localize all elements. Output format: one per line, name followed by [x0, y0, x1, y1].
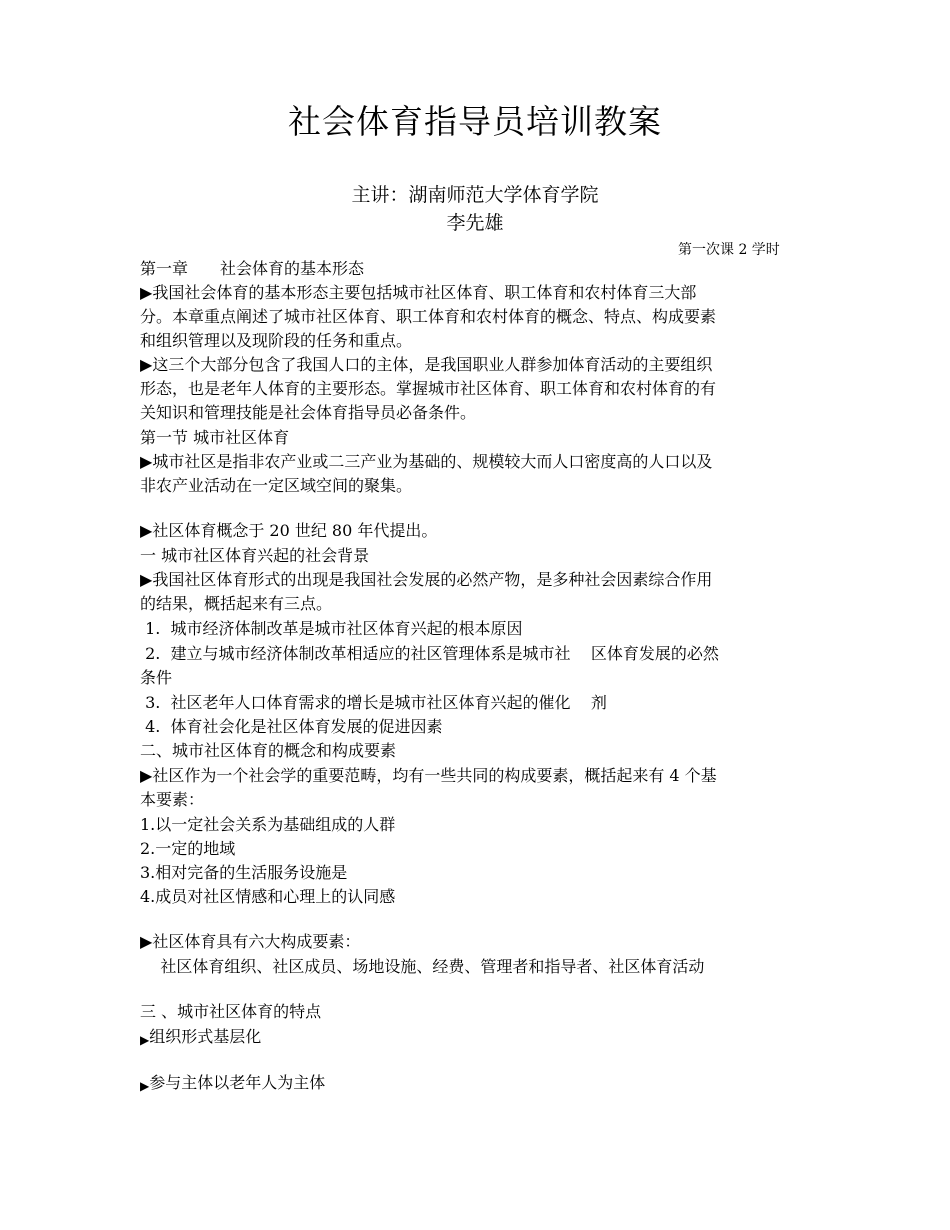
bullet-triangle-icon: ▶ — [140, 570, 153, 589]
list-item: 4.成员对社区情感和心理上的认同感 — [140, 887, 396, 906]
bullet-triangle-icon: ▶ — [140, 521, 153, 540]
bullet-triangle-icon: ▶ — [140, 766, 153, 785]
paragraph-line: 和组织管理以及现阶段的任务和重点。 — [140, 331, 413, 350]
bullet-triangle-icon: ▶ — [140, 355, 153, 374]
list-item: 3. 社区老年人口体育需求的增长是城市社区体育兴起的催化 剂 — [140, 693, 607, 712]
paragraph-line: ▶我国社会体育的基本形态主要包括城市社区体育、职工体育和农村体育三大部 — [140, 283, 697, 302]
paragraph-line: ▶组织形式基层化 — [140, 1027, 262, 1047]
paragraph-line: 关知识和管理技能是社会体育指导员必备条件。 — [140, 403, 477, 422]
paragraph-line: ▶我国社区体育形式的出现是我国社会发展的必然产物，是多种社会因素综合作用 — [140, 570, 713, 589]
lecturer-line: 主讲：湖南师范大学体育学院 — [351, 184, 599, 206]
session-note: 第一次课 2 学时 — [678, 242, 780, 258]
paragraph-line: 的结果，概括起来有三点。 — [140, 594, 333, 613]
paragraph-line: ▶参与主体以老年人为主体 — [140, 1073, 326, 1093]
list-item: 3.相对完备的生活服务设施是 — [140, 863, 348, 882]
paragraph-line: ▶社区体育具有六大构成要素： — [140, 932, 361, 951]
subsection-heading: 三 、城市社区体育的特点 — [140, 1002, 322, 1021]
lecturer-name: 李先雄 — [446, 212, 504, 234]
paragraph-line: ▶社区体育概念于 20 世纪 80 年代提出。 — [140, 521, 438, 540]
bullet-triangle-icon: ▶ — [140, 932, 153, 951]
bullet-triangle-icon: ▶ — [140, 1079, 150, 1093]
paragraph-line: 本要素： — [140, 790, 205, 809]
bullet-triangle-icon: ▶ — [140, 452, 153, 471]
list-item: 1.以一定社会关系为基础组成的人群 — [140, 815, 396, 834]
chapter-heading: 第一章 社会体育的基本形态 — [140, 259, 365, 278]
bullet-triangle-icon: ▶ — [140, 1033, 150, 1047]
list-item: 2. 建立与城市经济体制改革相适应的社区管理体系是城市社 区体育发展的必然 — [140, 644, 719, 663]
subsection-heading: 一 城市社区体育兴起的社会背景 — [140, 546, 370, 565]
paragraph-line: 非农产业活动在一定区域空间的聚集。 — [140, 476, 413, 495]
bullet-triangle-icon: ▶ — [140, 283, 153, 302]
paragraph-line: 形态，也是老年人体育的主要形态。掌握城市社区体育、职工体育和农村体育的有 — [140, 379, 717, 398]
subsection-heading: 二、城市社区体育的概念和构成要素 — [140, 741, 397, 760]
list-item: 1. 城市经济体制改革是城市社区体育兴起的根本原因 — [140, 619, 523, 638]
list-item: 4. 体育社会化是社区体育发展的促进因素 — [140, 717, 443, 736]
document-title: 社会体育指导员培训教案 — [288, 102, 662, 141]
list-item: 2.一定的地域 — [140, 839, 236, 858]
paragraph-line: ▶城市社区是指非农产业或二三产业为基础的、规模较大而人口密度高的人口以及 — [140, 452, 713, 471]
paragraph-line: ▶这三个大部分包含了我国人口的主体，是我国职业人群参加体育活动的主要组织 — [140, 355, 713, 374]
paragraph-line: 分。本章重点阐述了城市社区体育、职工体育和农村体育的概念、特点、构成要素 — [140, 307, 717, 326]
section-heading: 第一节 城市社区体育 — [140, 428, 290, 447]
paragraph-line: 社区体育组织、社区成员、场地设施、经费、管理者和指导者、社区体育活动 — [140, 957, 705, 976]
list-item: 条件 — [140, 668, 173, 687]
paragraph-line: ▶社区作为一个社会学的重要范畴，均有一些共同的构成要素，概括起来有 4 个基 — [140, 766, 717, 785]
